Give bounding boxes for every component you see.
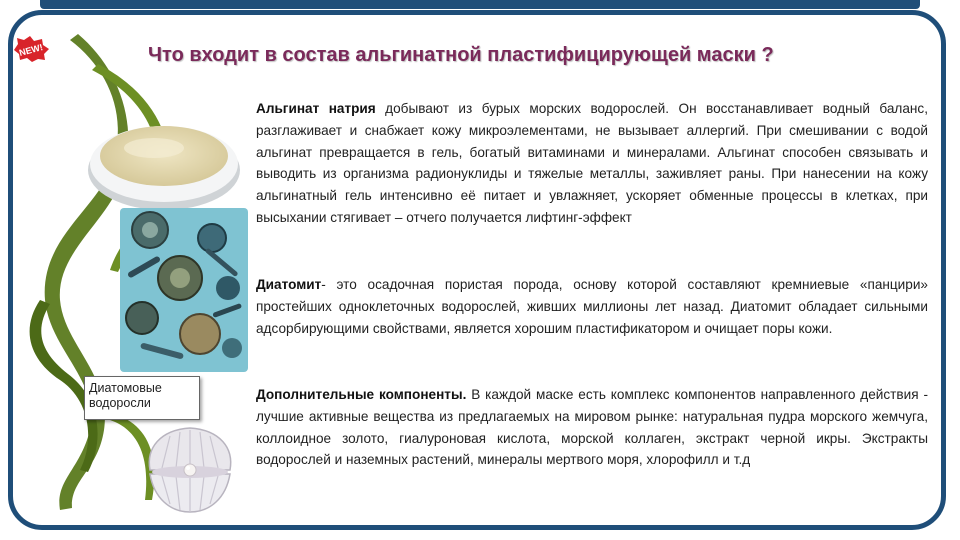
paragraph-text: добывают из бурых морских водорослей. Он восстанавливает водный баланс, разглаживает и снабжает кожу микроэлементами, не вызывает аллергий. При смешивании с водой альгинат превращается в гель, богатый витаминами и минералами. Альгинат способен связывать и выводить из организма радионуклиды и тяжелые металлы, заживляет раны. При нанесении на кожу альгинатный гель интенсивно её питает и увлажняет, ускоряет обменные процессы в клетках, при высыхании стягивает – отчего получается лифтинг-эффект [256,101,928,225]
paragraph-diatomite [256,274,928,339]
paragraph-lead: Дополнительные компоненты. [256,387,467,402]
page-title: Что входит в состав альгинатной пластифицирующей маски ? [148,44,774,66]
new-badge-text: NEW! [18,42,44,58]
alginate-powder-bowl-image [84,108,244,216]
paragraph-lead: Альгинат натрия [256,101,376,116]
paragraph-text: В каждой маске есть комплекс компонентов направленного действия - лучшие активные вещества из предлагаемых на мировом рынке: натуральная пудра морского жемчуга, коллоидное золото, гиалуроновая кислота, морской коллаген, экстракт черной икры. Экстракты водорослей и наземных растений, минералы мертвого моря, хлорофилл и т.д [256,387,928,468]
pearl-shell-image [140,424,240,516]
paragraph-additional-components [256,384,928,471]
paragraph-alginate [256,98,928,229]
diatoms-caption: Диатомовые водоросли [84,376,200,420]
diatoms-microscope-image [120,208,248,372]
paragraph-lead: Диатомит [256,277,322,292]
new-badge-icon [12,36,50,62]
paragraph-text: - это осадочная пористая порода, основу которой составляют кремниевые «панцири» простейших одноклеточных водорослей, живших миллионы лет назад. Диатомит обладает сильными адсорбирующими свойствами, является хорошим пластификатором и очищает поры кожи. [256,277,928,336]
